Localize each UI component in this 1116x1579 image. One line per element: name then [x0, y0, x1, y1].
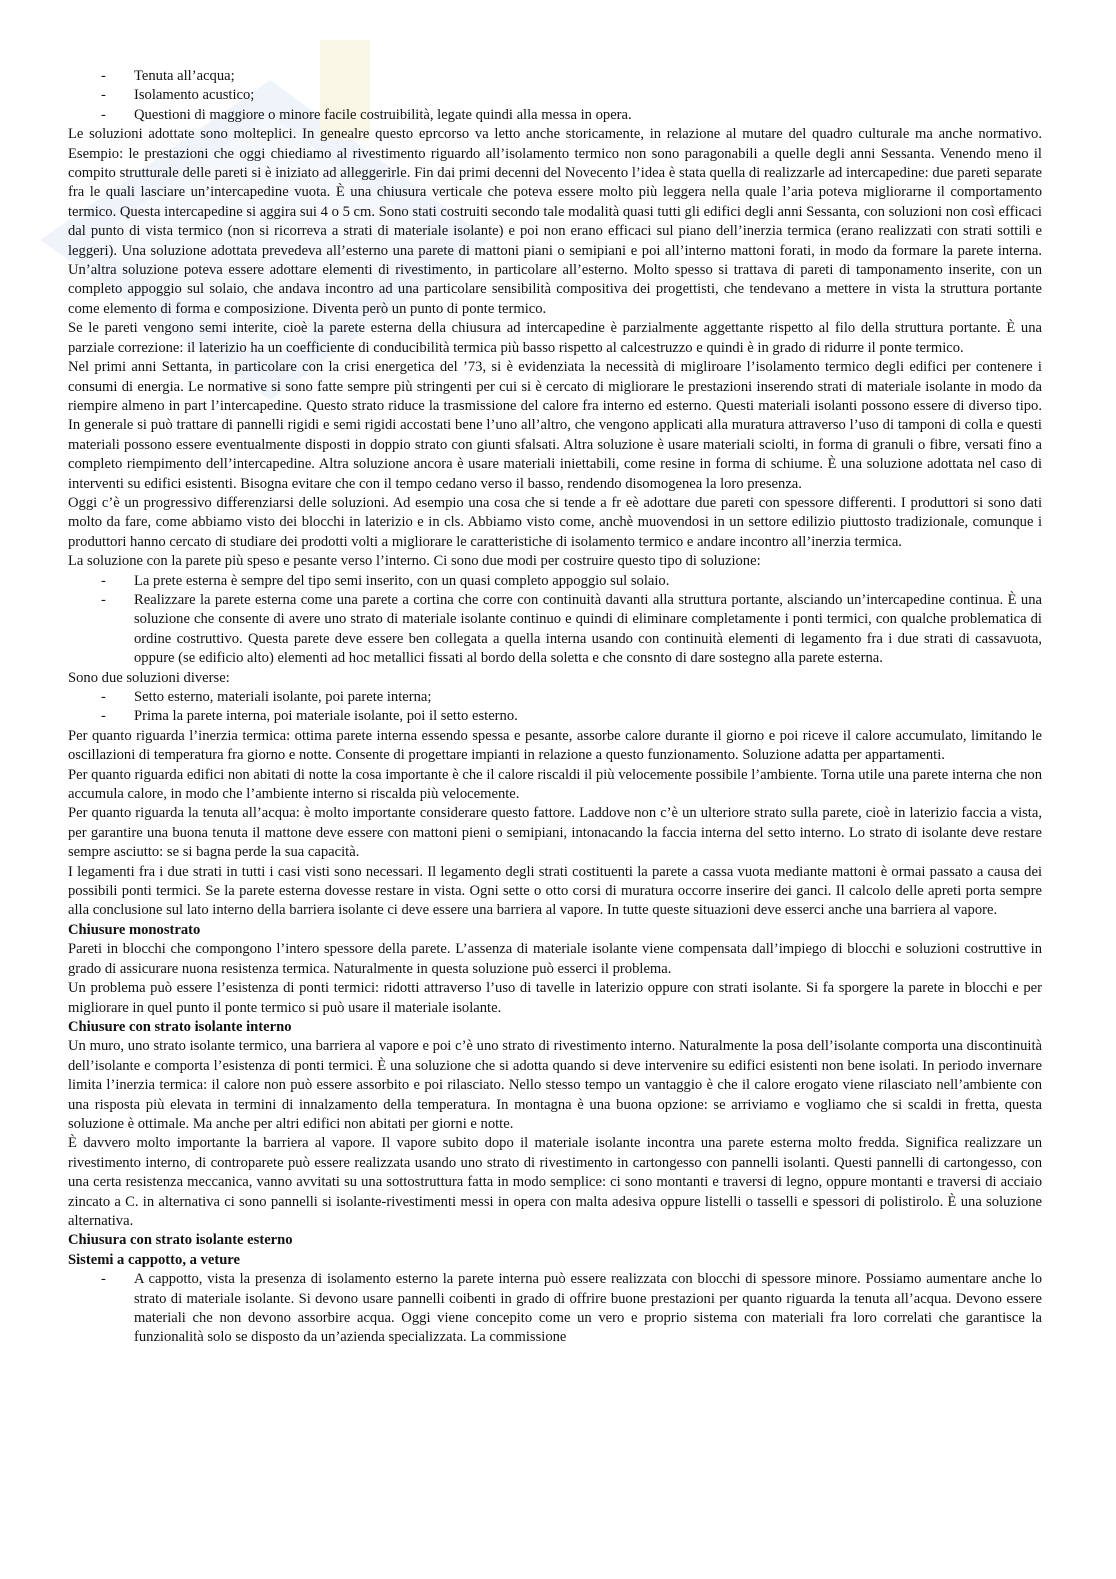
paragraph: Se le pareti vengono semi interite, cioè la parete esterna della chiusura ad intercapedine è parzialmente aggettante rispetto al filo della struttura portante. È una parziale correzione: il laterizio ha un coefficiente di conducibilità termica più basso rispetto al calcestruzzo e quindi è in grado di ridurre il ponte termico. — [68, 320, 1042, 356]
section-heading: Chiusure con strato isolante interno — [68, 1018, 292, 1035]
section-heading: Sistemi a cappotto, a veture — [68, 1251, 240, 1268]
bullet-dash: - — [101, 572, 106, 589]
list-item-text: Tenuta all’acqua; — [134, 68, 235, 84]
paragraph: Per quanto riguarda l’inerzia termica: ottima parete interna essendo spessa e pesante, assorbe calore durante il giorno e poi riceve il calore accumulato, limitando le oscillazioni di temperatura fra giorno e notte. Consente di progettare impianti in relazione a questo funzionamento. Soluzione adatta per appartamenti. — [68, 727, 1042, 764]
paragraph: La soluzione con la parete più speso e pesante verso l’interno. Ci sono due modi per costruire questo tipo di soluzione: — [68, 553, 761, 570]
paragraph: Pareti in blocchi che compongono l’intero spessore della parete. L’assenza di materiale isolante viene compensata dall’impiego di blocchi e soluzioni costruttive in grado di assicurare nuona resistenza termica. Naturalmente in questa soluzione può esserci il problema. — [68, 941, 1042, 977]
bullet-list — [68, 67, 1042, 125]
list-item-text: Prima la parete interna, poi materiale isolante, poi il setto esterno. — [134, 708, 518, 725]
list-item — [68, 572, 1042, 591]
list-item — [68, 106, 1042, 125]
section-heading: Chiusure monostrato — [68, 921, 201, 938]
paragraph: Per quanto riguarda edifici non abitati di notte la cosa importante è che il calore riscaldi il più velocemente possibile l’ambiente. Torna utile una parete interna che non accumula calore, in modo che l’ambiente interno si riscalda più velocemente. — [68, 766, 1042, 803]
list-item-text: A cappotto, vista la presenza di isolamento esterno la parete interna può essere realizzata con blocchi di spessore minore. Possiamo aumentare anche lo strato di materiale isolante. Si devono usare pannelli coibenti in grado di offrire buone prestazioni per quanto riguarda la tenuta all’acqua. Devono essere materiali che non devono assorbire acqua. Oggi viene concepito come un vero e proprio sistema con materiali fra loro correlati che garantisce la funzionalità solo se disposto da un’azienda specializzata. La commissione — [134, 1271, 1042, 1346]
paragraph: Un muro, uno strato isolante termico, una barriera al vapore e poi c’è uno strato di rivestimento interno. Naturalmente la posa dell’isolante comporta una discontinuità dell’isolante e comporta l’esistenza di ponti termici. È una soluzione che si adotta quando si deve intervenire su edifici esistenti non bene isolati. In periodo invernare limita l’inerzia termica: il calore non può essere assorbito e poi rilasciato. Nello stesso tempo un vantaggio è che il calore erogato viene rilasciato nell’ambiente con una risposta più elevata in termini di innalzamento della temperatura. In montagna è una buona opzione: se arriviamo e vogliamo che si scaldi in fretta, questa soluzione è ottimale. Ma anche per altri edifici non abitati per giorni e notte. — [68, 1038, 1042, 1132]
paragraph: Le soluzioni adottate sono molteplici. In genealre questo eprcorso va letto anche storicamente, in relazione al mutare del quadro culturale ma anche normativo. Esempio: le prestazioni che oggi chiediamo al rivestimento riguardo all’isolamento termico non sono paragonabili a quelle degli anni Sessanta. Venendo meno il compito strutturale delle pareti si è iniziato ad alleggerirle. Fin dai primi decenni del Novecento l’idea è stata quella di realizzarle ad intercapedine: due pareti separate fra le quali lasciare un’intercapedine vuota. È una chiusura verticale che poteva essere molto più leggera nella quale l’aria poteva migliorarne il comportamento termico. Questa intercapedine si aggira sui 4 o 5 cm. Sono stati costruiti secondo tale modalità quasi tutti gli edifici degli anni Sessanta, con soluzioni non così efficaci dal punto di vista termico (non si ricorreva a strati di materiale isolante) e poi non erano efficaci sul piano dell’inerzia termica (erano realizzati con strati sottili e leggeri). Una soluzione adottata prevedeva all’esterno una parete di mattoni piani o semipiani e poi all’interno mattoni forati, in modo da formare la parete interna. Un’altra soluzione poteva essere adottare elementi di rivestimento, in particolare all’esterno. Molto spesso si trattava di pareti di tamponamento inserite, con un completo appoggio sul solaio, che andava incontro ad una particolare sensibilità compositiva dei progettisti, che tendevano a mettere in vista la struttura portante come elemento di forma e composizione. Diventa però un punto di ponte termico. — [68, 126, 1042, 317]
paragraph: È davvero molto importante la barriera al vapore. Il vapore subito dopo il materiale isolante incontra una parete esterna molto fredda. Significa realizzare un rivestimento interno, di controparete può essere realizzata usando uno strato di rivestimento in cartongesso con pannelli isolanti. Questi pannelli di cartongesso, con una certa resistenza meccanica, vanno avvitati su una sottostruttura fatta in modo semplice: ci sono montanti e traversi di legno, oppure montanti e traversi di acciaio zincato a C. in alternativa ci sono pannelli si isolante-rivestimenti messi in opera con malta adesiva oppure listelli o tasselli e spessori di polistirolo. È una soluzione alternativa. — [68, 1135, 1042, 1229]
section-heading: Chiusura con strato isolante esterno — [68, 1232, 293, 1249]
paragraph: Per quanto riguarda la tenuta all’acqua: è molto importante considerare questo fattore. Laddove non c’è un ulteriore strato sulla parete, cioè in laterizio faccia a vista, per garantire una buona tenuta il mattone deve essere con mattoni pieni o semipiani, intonacando la faccia interna del setto interno. Lo strato di isolante deve restare sempre asciutto: se si bagna perde la sua capacità. — [68, 805, 1042, 861]
bullet-dash: - — [101, 106, 106, 123]
paragraph: Un problema può essere l’esistenza di ponti termici: ridotti attraverso l’uso di tavelle in laterizio oppure con strati isolante. Si fa sporgere la parete in blocchi e per migliorare in quel punto il ponte termico si può usare il materiale isolante. — [68, 980, 1042, 1016]
paragraph: Sono due soluzioni diverse: — [68, 669, 230, 686]
list-item-text: La prete esterna è sempre del tipo semi inserito, con un quasi completo appoggio sul solaio. — [134, 572, 670, 589]
bullet-list — [68, 572, 1042, 669]
bullet-list — [68, 688, 1042, 727]
paragraph: Nel primi anni Settanta, in particolare con la crisi energetica del ’73, si è evidenziata la necessità di migliroare l’isolamento termico degli edifici per contenere i consumi di energia. Le normative si sono fatte sempre più stringenti per cui si è cercato di migliorare le prestazioni inserendo strati di materiale isolante in modo da riempire almeno in part l’intercapedine. Questo strato riduce la trasmissione del calore fra interno ed esterno. Questi materiali isolanti possono essere di diverso tipo. In generale si può trattare di pannelli rigidi e semi rigidi accostati bene l’uno all’altro, che vengono applicati alla muratura attraverso l’uso di tamponi di colla e questi materiali possono essere eventualmente disposti in doppio strato con giunti sfalsati. Altra soluzione è usare materiali sciolti, in forma di granuli o fibre, versati fino a completo riempimento dell’intercapedine. Altra soluzione ancora è usare materiali iniettabili, come resine in forma di schiume. È una soluzione adottata nel caso di interventi su edifici esistenti. Bisogna evitare che con il tempo cedano verso il basso, rendendo disomogenea la loro presenza. — [68, 359, 1042, 492]
bullet-dash: - — [101, 708, 106, 725]
bullet-dash: - — [101, 87, 106, 104]
list-item — [68, 707, 1042, 726]
bullet-dash: - — [101, 68, 106, 84]
bullet-list — [68, 1270, 1042, 1348]
list-item-text: Isolamento acustico; — [134, 87, 255, 104]
paragraph: I legamenti fra i due strati in tutti i casi visti sono necessari. Il legamento degli strati costituenti la parete a cassa vuota mediante mattoni è ormai passato a causa dei possibili ponti termici. Se la parete esterna dovesse restare in vista. Ogni sette o otto corsi di muratura occorre inserire dei ganci. Il calcolo delle apreti porta sempre alla conclusione sul lato interno della barriera isolante ci deve essere una barriera al vapore. In tutte queste situazioni deve esserci anche una barriera al vapore. — [68, 863, 1042, 919]
paragraph: Oggi c’è un progressivo differenziarsi delle soluzioni. Ad esempio una cosa che si tende a fr eè adottare due pareti con spessore differenti. I produttori si sono dati molto da fare, come abbiamo visto dei blocchi in laterizio e in cls. Abbiamo visto come, anchè muovendosi in un settore edilizio piuttosto tradizionale, comunque i produttori hanno cercato di studiare dei prodotti volti a migliorare le caratteristiche di isolamento termico e andare incontro all’inerzia termica. — [68, 494, 1042, 550]
list-item — [68, 688, 1042, 707]
list-item — [68, 1270, 1042, 1348]
bullet-dash: - — [101, 689, 106, 705]
list-item-text: Setto esterno, materiali isolante, poi parete interna; — [134, 689, 432, 705]
list-item — [68, 86, 1042, 105]
list-item — [68, 67, 1042, 86]
list-item — [68, 591, 1042, 669]
bullet-dash: - — [101, 591, 106, 608]
document-page — [68, 67, 1042, 1348]
list-item-text: Realizzare la parete esterna come una parete a cortina che corre con continuità davanti alla struttura portante, alsciando un’intercapedine continua. È una soluzione che consente di avere uno strato di materiale isolante continuo e quindi di eliminare completamente i ponti termici, con qualche problematica di ordine costruttivo. Questa parete deve essere ben collegata a quella interna usando con continuità elementi di legamento fra i due strati di cassavuota, oppure (se edificio alto) elementi ad hoc metallici fissati al bordo della soletta e che consnto di dare sostegno alla parete esterna. — [134, 591, 1042, 667]
bullet-dash: - — [101, 1271, 106, 1288]
list-item-text: Questioni di maggiore o minore facile costruibilità, legate quindi alla messa in opera. — [134, 106, 632, 123]
